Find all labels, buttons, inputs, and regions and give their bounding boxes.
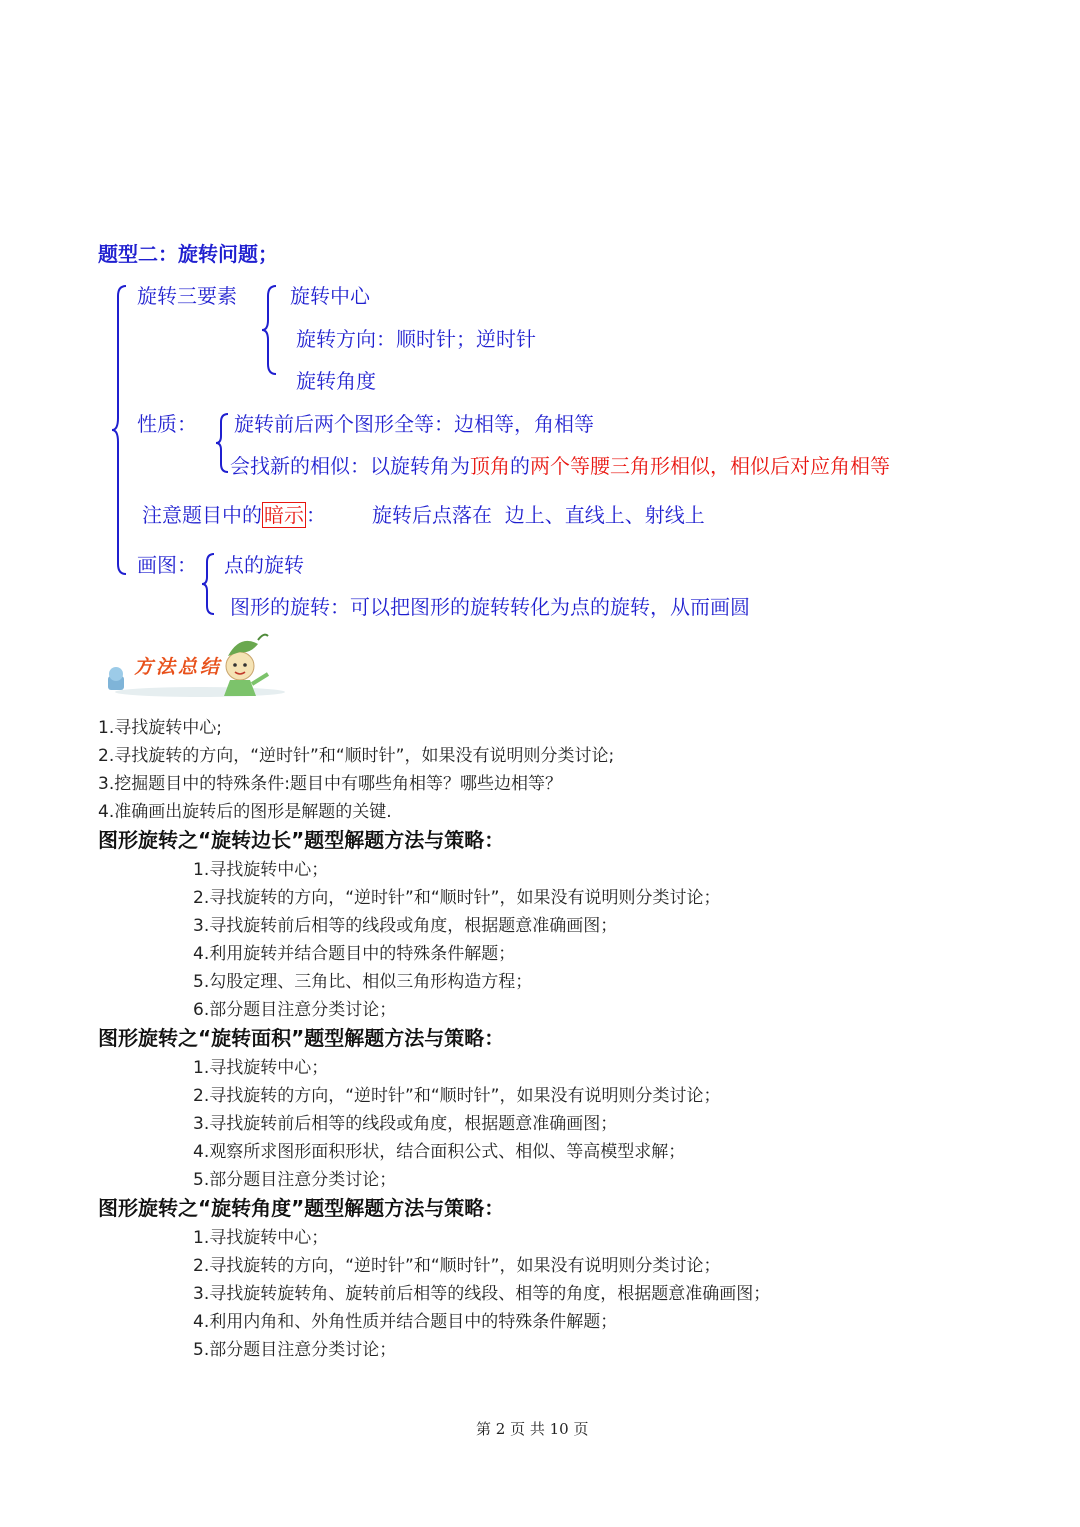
list-item: 6.部分题目注意分类讨论；	[193, 1000, 397, 1020]
property-similar-a: 会找新的相似：以旋转角为	[230, 454, 470, 478]
property-similar	[230, 450, 890, 479]
list-item: 2.寻找旋转的方向，“逆时针”和“顺时针”，如果没有说明则分类讨论；	[193, 1256, 721, 1276]
list-item: 4.利用旋转并结合题目中的特殊条件解题；	[193, 944, 516, 964]
list-item: 1.寻找旋转中心；	[193, 860, 329, 880]
section-heading-angle: 图形旋转之“旋转角度”题型解题方法与策略：	[98, 1196, 505, 1220]
drawing-label: 画图：	[137, 553, 197, 577]
section-heading-area: 图形旋转之“旋转面积”题型解题方法与策略：	[98, 1026, 505, 1050]
property-similar-b: 顶角	[470, 454, 510, 478]
method-summary-logo	[100, 630, 290, 700]
list-item: 5.勾股定理、三角比、相似三角形构造方程；	[193, 972, 533, 992]
element-item-center: 旋转中心	[290, 284, 370, 308]
list-item: 3.寻找旋转前后相等的线段或角度，根据题意准确画图；	[193, 1114, 618, 1134]
list-item: 1.寻找旋转中心；	[193, 1228, 329, 1248]
note-colon: ：	[306, 503, 326, 527]
property-similar-d: 两个等腰三角形相似，相似后对应角相等	[530, 454, 890, 478]
summary-item: 2.寻找旋转的方向，“逆时针”和“顺时针”，如果没有说明则分类讨论;	[98, 746, 615, 766]
logo-text: 方法总结	[134, 656, 223, 678]
elements-brace	[260, 284, 280, 376]
summary-item: 4.准确画出旋转后的图形是解题的关键.	[98, 802, 392, 822]
note-hint: 暗示	[264, 503, 304, 527]
drawing-figure: 图形的旋转：可以把图形的旋转转化为点的旋转，从而画圆	[230, 595, 750, 619]
list-item: 4.利用内角和、外角性质并结合题目中的特殊条件解题；	[193, 1312, 618, 1332]
property-similar-c: 的	[510, 454, 530, 478]
element-item-direction: 旋转方向：顺时针；逆时针	[296, 327, 536, 351]
summary-item: 3.挖掘题目中的特殊条件:题目中有哪些角相等？哪些边相等？	[98, 774, 562, 794]
summary-item: 1.寻找旋转中心;	[98, 718, 222, 738]
property-congruent: 旋转前后两个图形全等：边相等，角相等	[234, 412, 594, 436]
section-heading-edge: 图形旋转之“旋转边长”题型解题方法与策略：	[98, 828, 505, 852]
section-title: 题型二：旋转问题；	[98, 242, 278, 266]
list-item: 2.寻找旋转的方向，“逆时针”和“顺时针”，如果没有说明则分类讨论；	[193, 888, 721, 908]
list-item: 3.寻找旋转旋转角、旋转前后相等的线段、相等的角度，根据题意准确画图；	[193, 1284, 771, 1304]
outer-brace	[110, 284, 130, 576]
element-item-angle: 旋转角度	[296, 369, 376, 393]
list-item: 1.寻找旋转中心；	[193, 1058, 329, 1078]
note-prefix: 注意题目中的	[142, 503, 262, 527]
drawing-point: 点的旋转	[224, 553, 304, 577]
list-item: 5.部分题目注意分类讨论；	[193, 1170, 397, 1190]
properties-label: 性质：	[137, 412, 197, 436]
drawing-brace	[200, 552, 218, 616]
list-item: 2.寻找旋转的方向，“逆时针”和“顺时针”，如果没有说明则分类讨论；	[193, 1086, 721, 1106]
note-content: 旋转后点落在 边上、直线上、射线上	[372, 503, 705, 527]
note-line	[142, 499, 326, 528]
list-item: 4.观察所求图形面积形状，结合面积公式、相似、等高模型求解；	[193, 1142, 686, 1162]
list-item: 5.部分题目注意分类讨论；	[193, 1340, 397, 1360]
list-item: 3.寻找旋转前后相等的线段或角度，根据题意准确画图；	[193, 916, 618, 936]
page-number: 第 2 页 共 10 页	[476, 1420, 589, 1438]
elements-label: 旋转三要素	[137, 284, 237, 308]
